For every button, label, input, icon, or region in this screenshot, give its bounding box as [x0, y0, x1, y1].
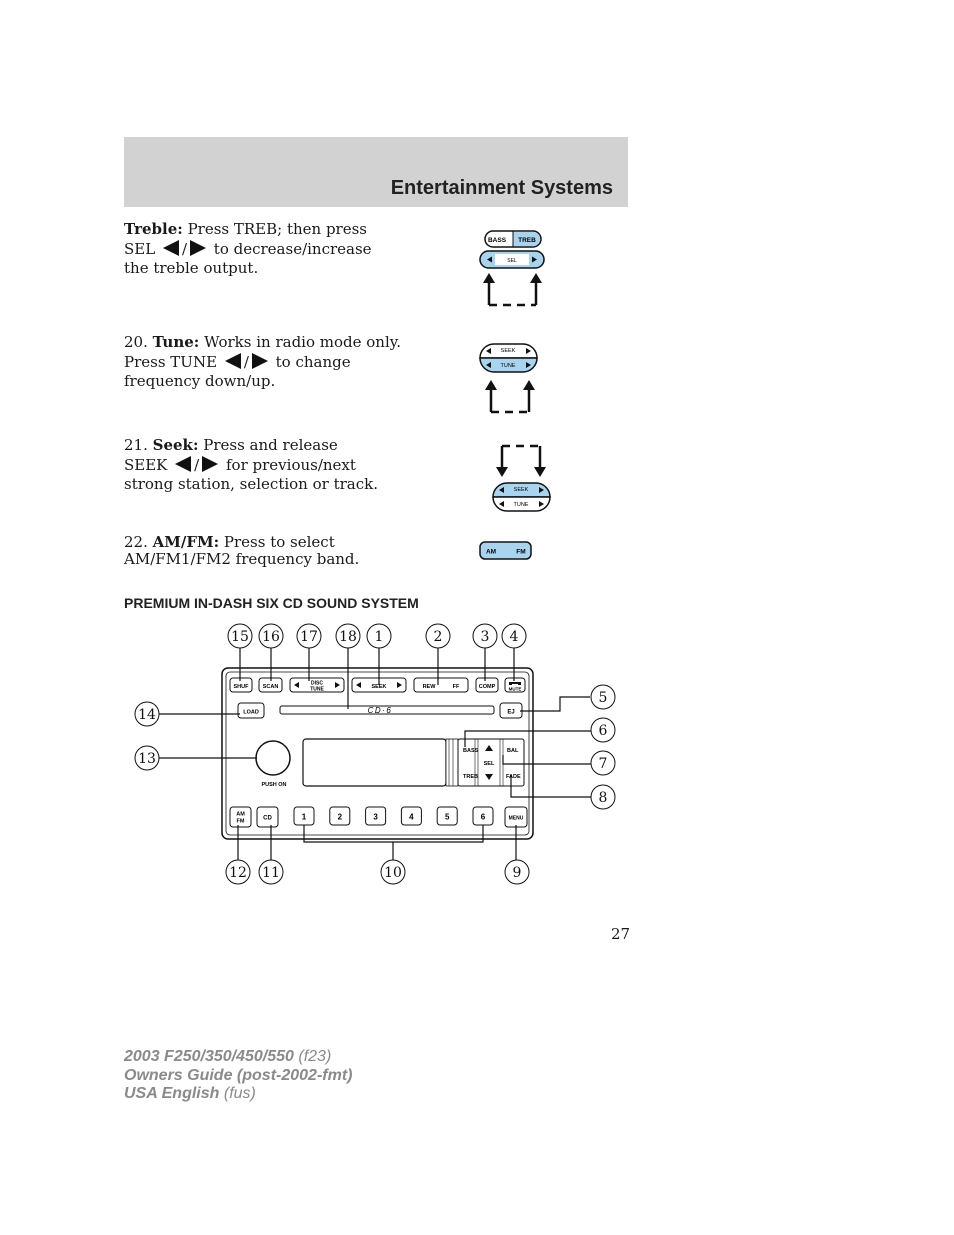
- slash: /: [181, 239, 188, 258]
- right-arrow-icon: [202, 456, 218, 472]
- callout-12-label: 12: [229, 865, 247, 881]
- radio-diagram: [120, 615, 630, 895]
- mute-button: [505, 678, 525, 692]
- tune-paragraph: [124, 333, 404, 392]
- tune-tail: to change: [270, 352, 351, 371]
- seek-line3: strong station, selection or track.: [124, 475, 378, 493]
- seek-label: SEEK: [124, 455, 168, 474]
- amfm-term: AM/FM:: [152, 533, 220, 551]
- left-arrow-icon: [175, 456, 191, 472]
- disc-tune-button: [290, 678, 344, 693]
- display: [303, 739, 446, 786]
- load-button: [238, 703, 264, 718]
- disc-label: DISC: [311, 680, 323, 687]
- preset-label: 3: [373, 812, 378, 822]
- slash: /: [243, 352, 249, 371]
- left-arrow-icon: [163, 240, 179, 256]
- seek-label: SEEK: [513, 487, 529, 493]
- tune-label: TUNE: [500, 363, 516, 369]
- rew-ff-button: [414, 678, 468, 692]
- preset-label: 5: [444, 812, 450, 822]
- tune-line3: frequency down/up.: [124, 372, 276, 390]
- preset-label: 4: [409, 812, 414, 822]
- treb-label: TREB: [518, 237, 536, 244]
- page-number: 27: [611, 925, 631, 943]
- cd-button: [257, 807, 278, 827]
- eject-button: [500, 703, 522, 718]
- fm-label: FM: [236, 818, 245, 825]
- callout-16-label: 16: [262, 629, 280, 645]
- treble-paragraph: [124, 220, 394, 279]
- callout-3-label: 3: [480, 629, 490, 645]
- callout-8-label: 8: [598, 790, 608, 806]
- callout-13-label: 13: [138, 751, 156, 767]
- preset-label: 2: [337, 812, 343, 822]
- callout-5-label: 5: [598, 690, 608, 706]
- preset-label: 6: [480, 812, 486, 822]
- shuf-label: SHUF: [233, 684, 249, 690]
- rew-label: REW: [422, 684, 436, 690]
- volume-knob: [256, 741, 290, 775]
- preset-button-4: [401, 807, 421, 825]
- section-heading: PREMIUM IN-DASH SIX CD SOUND SYSTEM: [124, 595, 419, 611]
- tune-press: Press TUNE: [124, 352, 218, 371]
- shuf-button: [230, 678, 252, 692]
- treble-term: Treble:: [124, 220, 183, 238]
- amfm-line1: Press to select: [219, 533, 335, 551]
- preset-button-5: [437, 807, 457, 825]
- am-label: AM: [485, 548, 497, 556]
- footer-model-code: (f23): [293, 1048, 332, 1065]
- right-arrow-icon: [190, 240, 206, 256]
- tune-label: TUNE: [310, 686, 324, 693]
- amfm-num: 22.: [124, 533, 153, 551]
- amfm-paragraph: [124, 534, 404, 567]
- up-arrow-icon: [483, 273, 495, 283]
- callout-6-label: 6: [598, 723, 608, 739]
- seek-label: SEEK: [500, 348, 516, 354]
- fm-label: FM: [516, 548, 526, 556]
- seek-term: Seek:: [152, 436, 199, 454]
- header-band: [124, 137, 628, 207]
- callout-17-label: 17: [300, 629, 318, 645]
- page-title: Entertainment Systems: [390, 177, 613, 199]
- push-on-label: PUSH ON: [261, 782, 287, 788]
- callout-14-label: 14: [138, 707, 156, 723]
- callout-10-label: 10: [384, 865, 402, 881]
- up-arrow-icon: [485, 380, 497, 390]
- slash: /: [194, 455, 200, 474]
- treble-line1: Press TREB; then press: [182, 220, 368, 238]
- mute-label: MUTE: [508, 686, 522, 692]
- down-arrow-icon: [534, 467, 546, 477]
- callout-11-label: 11: [262, 865, 280, 881]
- callout-4-label: 4: [509, 629, 519, 645]
- treble-line3: the treble output.: [124, 259, 259, 277]
- cd6-label: CD·6: [367, 706, 393, 715]
- footer-guide: Owners Guide (post-2002-fmt): [124, 1066, 353, 1084]
- seek-num: 21.: [124, 436, 153, 454]
- bass-label: BASS: [487, 237, 507, 244]
- sel-label: SEL: [483, 761, 495, 767]
- amfm-button: [230, 807, 251, 827]
- preset-button-2: [330, 807, 350, 825]
- treble-sel: SEL: [124, 239, 156, 258]
- callout-15-label: 15: [231, 629, 249, 645]
- tune-line1: Works in radio mode only.: [199, 333, 402, 351]
- seek-control-diagram: [488, 442, 558, 517]
- preset-button-6: [473, 807, 493, 825]
- amfm-line2: AM/FM1/FM2 frequency band.: [124, 549, 360, 568]
- right-arrow-icon: [252, 353, 268, 369]
- callout-1-label: 1: [374, 629, 384, 645]
- preset-button-1: [294, 807, 314, 825]
- up-arrow-icon: [523, 380, 535, 390]
- treble-tail: to decrease/increase: [209, 239, 372, 258]
- tune-num: 20.: [124, 333, 153, 351]
- left-arrow-icon: [225, 353, 241, 369]
- seek-tail: for previous/next: [221, 455, 356, 474]
- footer-lang-code: (fus): [219, 1085, 256, 1102]
- footer-lang: USA English: [124, 1085, 220, 1102]
- amfm-button-diagram: [478, 540, 534, 562]
- treb-label: TREB: [463, 774, 478, 780]
- callout-7-label: 7: [598, 756, 608, 772]
- menu-label: MENU: [508, 815, 524, 822]
- am-label: AM: [236, 811, 245, 818]
- tune-label: TUNE: [513, 502, 529, 508]
- treble-control-diagram: [478, 228, 548, 310]
- sel-label: SEL: [507, 258, 517, 264]
- up-arrow-icon: [530, 273, 542, 283]
- bal-label: BAL: [507, 748, 519, 754]
- fade-label: FADE: [506, 774, 521, 780]
- footer: [124, 1048, 352, 1104]
- seek-paragraph: [124, 436, 404, 495]
- callout-9-label: 9: [512, 865, 522, 881]
- ej-label: EJ: [507, 709, 515, 716]
- down-arrow-icon: [496, 467, 508, 477]
- preset-button-3: [366, 807, 386, 825]
- bass-label: BASS: [463, 748, 479, 754]
- callout-18-label: 18: [339, 629, 357, 645]
- scan-label: SCAN: [262, 684, 279, 690]
- comp-label: COMP: [478, 684, 496, 690]
- footer-model: 2003 F250/350/450/550: [124, 1048, 294, 1065]
- preset-label: 1: [301, 812, 307, 822]
- cd-label: CD: [263, 815, 272, 822]
- comp-button: [476, 678, 498, 692]
- tune-term: Tune:: [152, 333, 200, 351]
- seek-line1: Press and release: [198, 436, 338, 454]
- menu-button: [505, 807, 527, 827]
- load-label: LOAD: [243, 709, 259, 716]
- callout-2-label: 2: [433, 629, 443, 645]
- ff-label: FF: [452, 684, 460, 690]
- seek-label: SEEK: [371, 684, 387, 690]
- tune-control-diagram: [475, 340, 545, 416]
